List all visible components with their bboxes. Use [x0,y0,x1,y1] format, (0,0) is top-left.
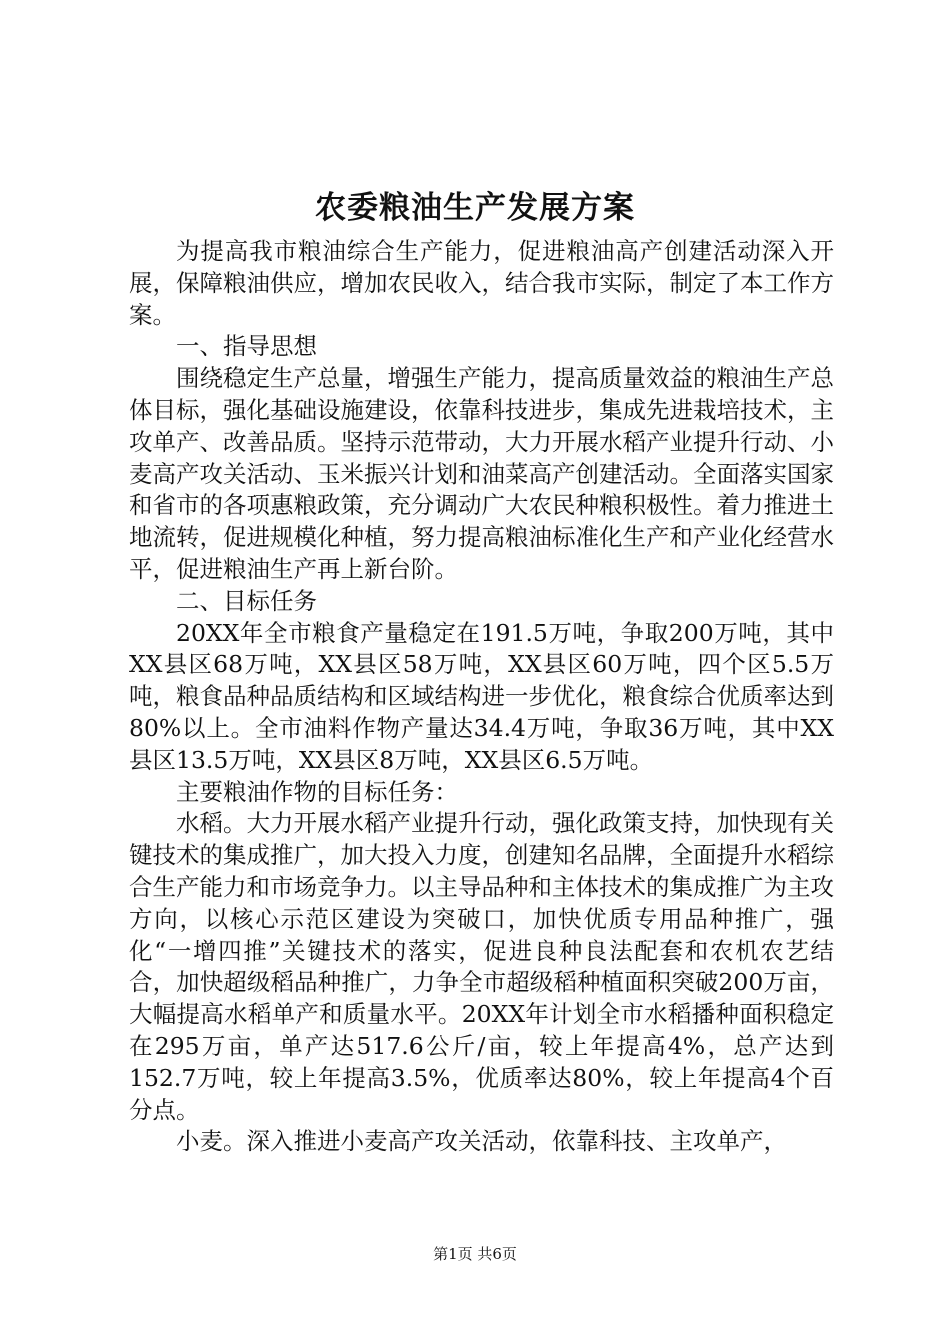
document-body [129,236,834,1158]
targets-paragraph: 20XX年全市粮食产量稳定在191.5万吨，争取200万吨，其中XX县区68万吨，XX县区58万吨，XX县区60万吨，四个区5.5万吨，粮食品种品质结构和区域结构进一步优化，粮食综合优质率达到80%以上。全市油料作物产量达34.4万吨，争取36万吨，其中XX县区13.5万吨，XX县区8万吨，XX县区6.5万吨。 [129,618,834,774]
document-title: 农委粮油生产发展方案 [315,190,635,226]
intro-paragraph: 为提高我市粮油综合生产能力，促进粮油高产创建活动深入开展，保障粮油供应，增加农民收入，结合我市实际，制定了本工作方案。 [129,237,834,329]
section-heading-targets: 二、目标任务 [176,586,317,615]
guiding-ideology-paragraph: 围绕稳定生产总量，增强生产能力，提高质量效益的粮油生产总体目标，强化基础设施建设，依靠科技进步，集成先进栽培技术，主攻单产、改善品质。坚持示范带动，大力开展水稻产业提升行动、小麦高产攻关活动、玉米振兴计划和油菜高产创建活动。全面落实国家和省市的各项惠粮政策，充分调动广大农民种粮积极性。着力推进土地流转，促进规模化种植，努力提高粮油标准化生产和产业化经营水平，促进粮油生产再上新台阶。 [129,364,834,583]
main-crops-heading: 主要粮油作物的目标任务： [176,777,458,806]
page-footer: 第1页 共6页 [433,1245,517,1263]
rice-paragraph: 水稻。大力开展水稻产业提升行动，强化政策支持，加快现有关键技术的集成推广，加大投入力度，创建知名品牌，全面提升水稻综合生产能力和市场竞争力。以主导品种和主体技术的集成推广为主攻方向，以核心示范区建设为突破口，加快优质专用品种推广，强化“一增四推”关键技术的落实，促进良种良法配套和农机农艺结合，加快超级稻品种推广，力争全市超级稻种植面积突破200万亩，大幅提高水稻单产和质量水平。20XX年计划全市水稻播种面积稳定在295万亩，单产达517.6公斤/亩，较上年提高4%，总产达到152.7万吨，较上年提高3.5%，优质率达80%，较上年提高4个百分点。 [129,809,834,1124]
wheat-paragraph: 小麦。深入推进小麦高产攻关活动，依靠科技、主攻单产， [176,1127,787,1156]
section-heading-guiding-ideology: 一、指导思想 [176,332,317,361]
